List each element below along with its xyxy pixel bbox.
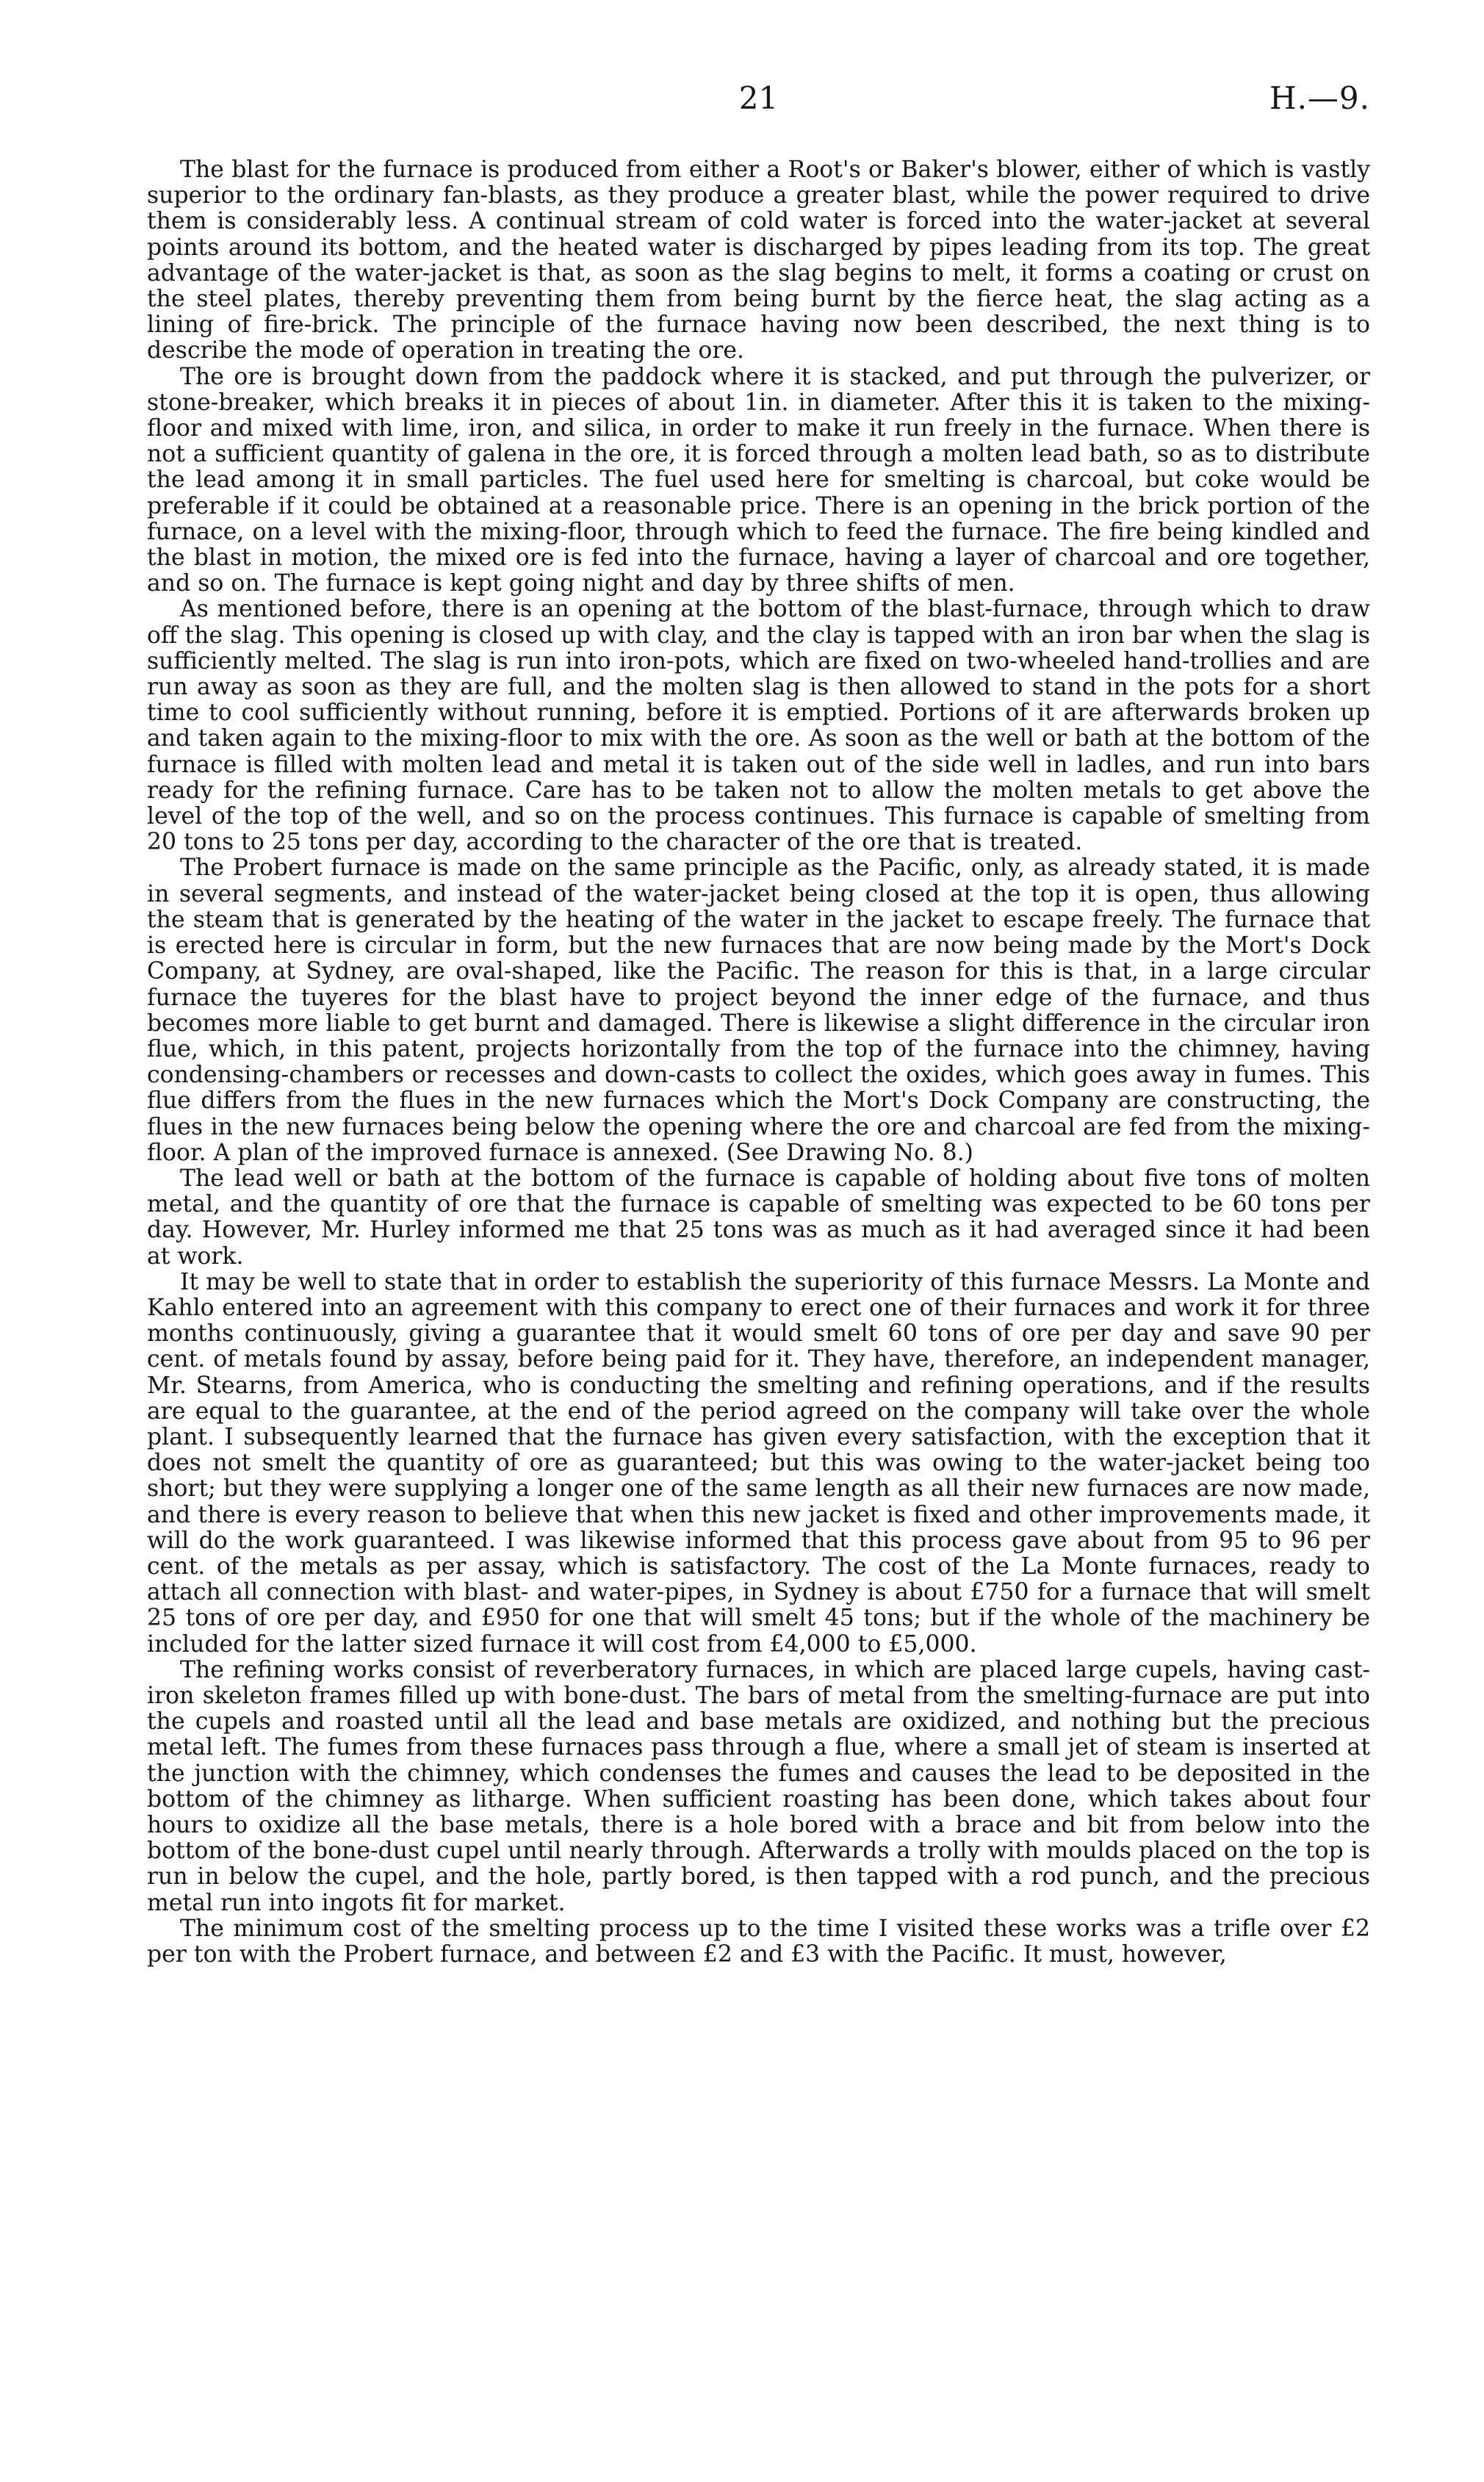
paragraph-slag-removal: As mentioned before, there is an opening at the bottom of the blast-furnace, through which to draw off the slag. This opening is closed up with clay, and the clay is tapped with an iron bar when the slag is sufficiently melted. The slag is run into iron-pots, which are fixed on two-wheeled hand-trollies and are run away as soon as they are full, and the molten slag is then allowed to stand in the pots for a short time to cool sufficiently without running, before it is emptied. Portions of it are afterwards broken up and taken again to the mixing-floor to mix with the ore. As soon as the well or bath at the bottom of the furnace is filled with molten lead and metal it is taken out of the side well in ladles, and run into bars ready for the refining furnace. Care has to be taken not to allow the molten metals to get above the level of the top of the well, and so on the process continues. This furnace is capable of smelting from 20 tons to 25 tons per day, according to the character of the ore that is treated.: [147, 596, 1370, 856]
paragraph-refining-works: The refining works consist of reverberatory furnaces, in which are placed large cupels, having cast-iron skeleton frames filled up with bone-dust. The bars of metal from the smelting-furnace are put into the cupels and roasted until all the lead and base metals are oxidized, and nothing but the precious metal left. The fumes from these furnaces pass through a flue, where a small jet of steam is inserted at the junction with the chimney, which condenses the fumes and causes the lead to be deposited in the bottom of the chimney as litharge. When sufficient roasting has been done, which takes about four hours to oxidize all the base metals, there is a hole bored with a brace and bit from below into the bottom of the bone-dust cupel until nearly through. Afterwards a trolly with moulds placed on the top is run in below the cupel, and the hole, partly bored, is then tapped with a rod punch, and the precious metal run into ingots fit for market.: [147, 1656, 1370, 1916]
paragraph-ore-treatment: The ore is brought down from the paddock where it is stacked, and put through the pulverizer, or stone-breaker, which breaks it in pieces of about 1in. in diameter. After this it is taken to the mixing-floor and mixed with lime, iron, and silica, in order to make it run freely in the furnace. When there is not a sufficient quantity of galena in the ore, it is forced through a molten lead bath, so as to distribute the lead among it in small particles. The fuel used here for smelting is charcoal, but coke would be preferable if it could be obtained at a reasonable price. There is an opening in the brick portion of the furnace, on a level with the mixing-floor, through which to feed the furnace. The fire being kindled and the blast in motion, the mixed ore is fed into the furnace, having a layer of charcoal and ore together, and so on. The furnace is kept going night and day by three shifts of men.: [147, 363, 1370, 597]
paragraph-lead-well: The lead well or bath at the bottom of the furnace is capable of holding about five tons of molten metal, and the quantity of ore that the furnace is capable of smelting was expected to be 60 tons per day. However, Mr. Hurley informed me that 25 tons was as much as it had averaged since it had been at work.: [147, 1165, 1370, 1270]
paragraph-blast-furnace: The blast for the furnace is produced from either a Root's or Baker's blower, either of which is vastly superior to the ordinary fan-blasts, as they produce a greater blast, while the power required to drive them is considerably less. A continual stream of cold water is forced into the water-jacket at several points around its bottom, and the heated water is discharged by pipes leading from its top. The great advantage of the water-jacket is that, as soon as the slag begins to melt, it forms a coating or crust on the steel plates, thereby preventing them from being burnt by the fierce heat, the slag acting as a lining of fire-brick. The principle of the furnace having now been described, the next thing is to describe the mode of operation in treating the ore.: [147, 157, 1370, 364]
page-number: 21: [738, 80, 779, 116]
body-text: [147, 157, 1370, 1968]
paper-reference: H.—9.: [1269, 80, 1370, 116]
paragraph-smelting-cost: The minimum cost of the smelting process up to the time I visited these works was a trifle over £2 per ton with the Probert furnace, and between £2 and £3 with the Pacific. It must, however,: [147, 1915, 1370, 1968]
paragraph-probert-furnace: The Probert furnace is made on the same principle as the Pacific, only, as already stated, it is made in several segments, and instead of the water-jacket being closed at the top it is open, thus allowing the steam that is generated by the heating of the water in the jacket to escape freely. The furnace that is erected here is circular in form, but the new furnaces that are now being made by the Mort's Dock Company, at Sydney, are oval-shaped, like the Pacific. The reason for this is that, in a large circular furnace the tuyeres for the blast have to project beyond the inner edge of the furnace, and thus becomes more liable to get burnt and damaged. There is likewise a slight difference in the circular iron flue, which, in this patent, projects horizontally from the top of the furnace into the chimney, having condensing-chambers or recesses and down-casts to collect the oxides, which goes away in fumes. This flue differs from the flues in the new furnaces which the Mort's Dock Company are constructing, the flues in the new furnaces being below the opening where the ore and charcoal are fed from the mixing-floor. A plan of the improved furnace is annexed. (See Drawing No. 8.): [147, 855, 1370, 1166]
page-header: [147, 76, 1370, 120]
paragraph-la-monte-agreement: It may be well to state that in order to establish the superiority of this furnace Messrs. La Monte and Kahlo entered into an agreement with this company to erect one of their furnaces and work it for three months continuously, giving a guarantee that it would smelt 60 tons of ore per day and save 90 per cent. of metals found by assay, before being paid for it. They have, therefore, an independent manager, Mr. Stearns, from America, who is conducting the smelting and refining operations, and if the results are equal to the guarantee, at the end of the period agreed on the company will take over the whole plant. I subsequently learned that the furnace has given every satisfaction, with the exception that it does not smelt the quantity of ore as guaranteed; but this was owing to the water-jacket being too short; but they were supplying a longer one of the same length as all their new furnaces are now made, and there is every reason to believe that when this new jacket is fixed and other improvements made, it will do the work guaranteed. I was likewise informed that this process gave about from 95 to 96 per cent. of the metals as per assay, which is satisfactory. The cost of the La Monte furnaces, ready to attach all connection with blast- and water-pipes, in Sydney is about £750 for a furnace that will smelt 25 tons of ore per day, and £950 for one that will smelt 45 tons; but if the whole of the machinery be included for the latter sized furnace it will cost from £4,000 to £5,000.: [147, 1268, 1370, 1658]
